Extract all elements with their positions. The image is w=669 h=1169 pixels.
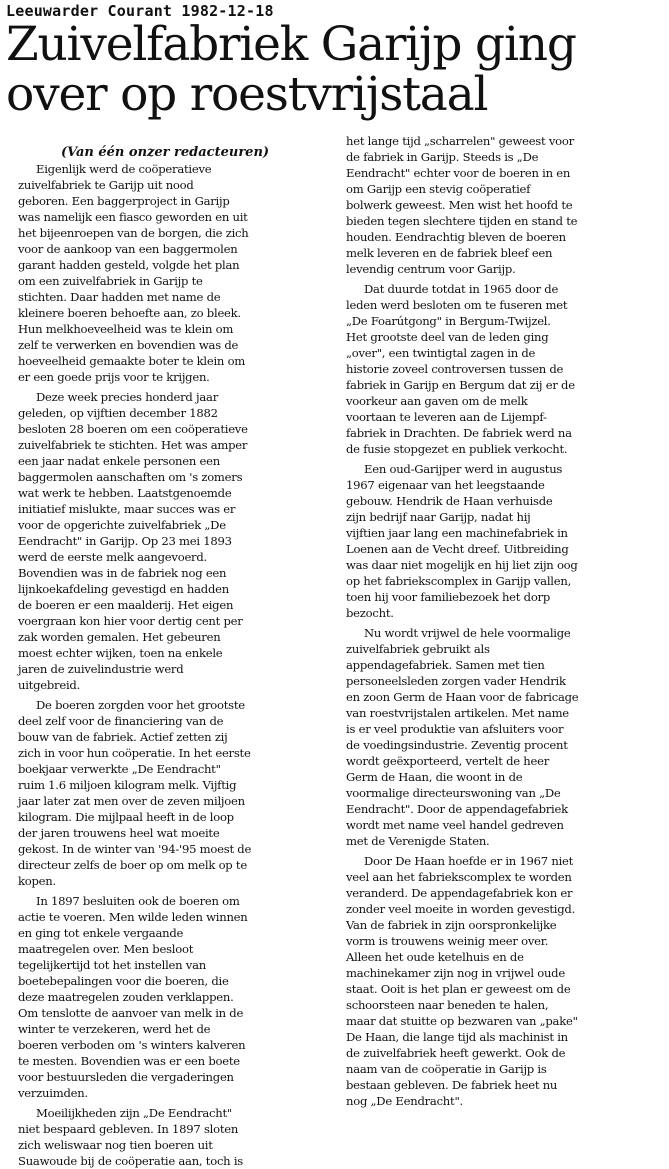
text-line: „over", een twintigtal zagen in de	[346, 346, 536, 360]
text-line: bolwerk geweest. Men wist het hoofd te	[346, 198, 573, 212]
text-line: zak worden gemalen. Het gebeuren	[18, 630, 221, 644]
text-line: Deze week precies honderd jaar	[36, 390, 218, 404]
text-line: besloten 28 boeren om een coöperatieve	[18, 422, 248, 436]
paragraph	[18, 389, 338, 693]
text-line: Bovendien was in de fabriek nog een	[18, 566, 227, 580]
text-line: kleinere boeren behoefte aan, zo bleek.	[18, 306, 241, 320]
text-line: jaar later zat men over de zeven miljoen	[18, 794, 245, 808]
text-line: ruim 1.6 miljoen kilogram melk. Vijftig	[18, 778, 237, 792]
text-line: zich weliswaar nog tien boeren uit	[18, 1138, 213, 1152]
text-line: een jaar nadat enkele personen een	[18, 454, 220, 468]
text-line: veel aan het fabriekscomplex te worden	[346, 870, 572, 884]
right-column	[346, 133, 664, 1109]
text-line: veranderd. De appendagefabriek kon er	[346, 886, 573, 900]
text-line: zuivelfabriek te stichten. Het was amper	[18, 438, 248, 452]
text-line: staat. Ooit is het plan er geweest om de	[346, 982, 571, 996]
text-line: Loenen aan de Vecht dreef. Uitbreiding	[346, 542, 569, 556]
text-line: winter te verzekeren, werd het de	[18, 1022, 211, 1036]
text-line: Eendracht". Door de appendagefabriek	[346, 802, 568, 816]
text-line: er een goede prijs voor te krijgen.	[18, 370, 210, 384]
text-line: moest echter wijken, toen na enkele	[18, 646, 223, 660]
text-line: fabriek in Drachten. De fabriek werd na	[346, 426, 572, 440]
text-line: bieden tegen slechtere tijden en stand te	[346, 214, 578, 228]
text-line: jaren de zuivelindustrie werd	[18, 662, 184, 676]
text-line: toen hij voor familiebezoek het dorp	[346, 590, 551, 604]
paragraph	[346, 133, 664, 277]
text-line: hoeveelheid gemaakte boter te klein om	[18, 354, 246, 368]
text-line: het lange tijd „scharrelen" geweest voor	[346, 134, 574, 148]
text-line: gekost. In de winter van '94-'95 moest de	[18, 842, 252, 856]
text-line: wordt met name veel handel gedreven	[346, 818, 564, 832]
text-line: boeren verboden om 's winters kalveren	[18, 1038, 246, 1052]
text-line: baggermolen aanschaften om 's zomers	[18, 470, 243, 484]
text-line: zuivelfabriek gebruikt als	[346, 642, 490, 656]
text-line: met de Verenigde Staten.	[346, 834, 490, 848]
text-line: voor de opgerichte zuivelfabriek „De	[18, 518, 226, 532]
text-line: schoorsteen naar beneden te halen,	[346, 998, 549, 1012]
text-line: actie te voeren. Men wilde leden winnen	[18, 910, 248, 924]
text-line: melk leveren en de fabriek bleef een	[346, 246, 553, 260]
text-line: deze maatregelen zouden verklappen.	[18, 990, 234, 1004]
text-line: voor bestuursleden die vergaderingen	[18, 1070, 234, 1084]
text-line: bouw van de fabriek. Actief zetten zij	[18, 730, 228, 744]
text-line: zonder veel moeite in worden gevestigd.	[346, 902, 576, 916]
text-line: niet bespaard gebleven. In 1897 sloten	[18, 1122, 239, 1136]
text-line: fabriek in Garijp en Bergum dat zij er de	[346, 378, 575, 392]
headline-line: Zuivelfabriek Garijp ging	[6, 17, 576, 72]
text-line: voormalige directeurswoning van „De	[346, 786, 561, 800]
text-line: Eendracht" echter voor de boeren in en	[346, 166, 571, 180]
text-line: om een zuivelfabriek in Garijp te	[18, 274, 203, 288]
text-line: stichten. Daar hadden met name de	[18, 290, 221, 304]
text-line: werd de eerste melk aangevoerd.	[18, 550, 207, 564]
text-line: Van de fabriek in zijn oorspronkelijke	[346, 918, 557, 932]
text-line: boekjaar verwerkte „De Eendracht"	[18, 762, 221, 776]
text-line: Nu wordt vrijwel de hele voormalige	[364, 626, 571, 640]
text-line: was namelijk een fiasco geworden en uit	[18, 210, 248, 224]
headline	[6, 17, 666, 122]
text-line: het bijeenroepen van de borgen, die zich	[18, 226, 249, 240]
text-line: personeelsleden zorgen vader Hendrik	[346, 674, 566, 688]
text-line: levendig centrum voor Garijp.	[346, 262, 516, 276]
text-line: leden werd besloten om te fuseren met	[346, 298, 568, 312]
text-line: Germ de Haan, die woont in de	[346, 770, 523, 784]
text-line: der jaren trouwens heel wat moeite	[18, 826, 220, 840]
text-line: boetebepalingen voor die boeren, die	[18, 974, 229, 988]
text-line: verzuimden.	[18, 1086, 88, 1100]
text-line: Moeilijkheden zijn „De Eendracht"	[36, 1106, 232, 1120]
paragraph	[346, 461, 664, 621]
text-line: Een oud-Garijper werd in augustus	[364, 462, 563, 476]
text-line: geboren. Een baggerproject in Garijp	[18, 194, 230, 208]
text-line: De boeren zorgden voor het grootste	[36, 698, 245, 712]
text-line: voortaan te leveren aan de Lijempf-	[346, 410, 547, 424]
byline: (Van één onzer redacteuren)	[60, 145, 270, 160]
text-line: initiatief mislukte, maar succes was er	[18, 502, 236, 516]
text-line: garant hadden gesteld, volgde het plan	[18, 258, 240, 272]
paragraph	[18, 697, 338, 889]
text-line: geleden, op vijftien december 1882	[18, 406, 218, 420]
text-line: en ging tot enkele vergaande	[18, 926, 184, 940]
paragraph	[18, 1105, 338, 1169]
left-column	[18, 161, 338, 1169]
text-line: kopen.	[18, 874, 56, 888]
text-line: vijftien jaar lang een machinefabriek in	[346, 526, 568, 540]
text-line: historie zoveel controversen tussen de	[346, 362, 564, 376]
text-line: 1967 eigenaar van het leegstaande	[346, 478, 545, 492]
text-line: In 1897 besluiten ook de boeren om	[36, 894, 240, 908]
text-line: Eendracht" in Garijp. Op 23 mei 1893	[18, 534, 232, 548]
text-line: gebouw. Hendrik de Haan verhuisde	[346, 494, 553, 508]
text-line: wordt geëxporteerd, vertelt de heer	[346, 754, 550, 768]
text-line: bezocht.	[346, 606, 394, 620]
text-line: deel zelf voor de financiering van de	[18, 714, 224, 728]
text-line: te mesten. Bovendien was er een boete	[18, 1054, 240, 1068]
text-line: en zoon Germ de Haan voor de fabricage	[346, 690, 579, 704]
text-line: wat werk te hebben. Laatstgenoemde	[18, 486, 232, 500]
text-line: lijnkoekafdeling gevestigd en hadden	[18, 582, 229, 596]
text-line: bestaan gebleven. De fabriek heet nu	[346, 1078, 558, 1092]
paragraph	[346, 625, 664, 849]
paragraph	[346, 853, 664, 1109]
text-line: om Garijp een stevig coöperatief	[346, 182, 531, 196]
text-line: Eigenlijk werd de coöperatieve	[36, 162, 212, 176]
text-line: kilogram. Die mijlpaal heeft in de loop	[18, 810, 234, 824]
text-line: voor de aankoop van een baggermolen	[18, 242, 238, 256]
text-line: maar dat stuitte op bezwaren van „pake"	[346, 1014, 578, 1028]
paragraph	[18, 893, 338, 1101]
text-line: zelf te verwerken en bovendien was de	[18, 338, 239, 352]
text-line: Hun melkhoeveelheid was te klein om	[18, 322, 234, 336]
text-line: is er veel produktie van afsluiters voor	[346, 722, 564, 736]
text-line: op het fabriekscomplex in Garijp vallen,	[346, 574, 572, 588]
text-line: de voedingsindustrie. Zeventig procent	[346, 738, 568, 752]
text-line: appendagefabriek. Samen met tien	[346, 658, 545, 672]
text-line: maatregelen over. Men besloot	[18, 942, 194, 956]
text-line: Alleen het oude ketelhuis en de	[346, 950, 524, 964]
text-line: „De Foarútgong" in Bergum-Twijzel.	[346, 314, 551, 328]
text-line: Om tenslotte de aanvoer van melk in de	[18, 1006, 244, 1020]
source-label: Leeuwarder Courant 1982-12-18	[6, 2, 274, 20]
text-line: zuivelfabriek te Garijp uit nood	[18, 178, 194, 192]
text-line: Door De Haan hoefde er in 1967 niet	[364, 854, 574, 868]
text-line: directeur zelfs de boer op om melk op te	[18, 858, 247, 872]
text-line: de fusie stopgezet en publiek verkocht.	[346, 442, 568, 456]
text-line: houden. Eendrachtig bleven de boeren	[346, 230, 566, 244]
text-line: uitgebreid.	[18, 678, 81, 692]
text-line: voorkeur aan gaven om de melk	[346, 394, 528, 408]
text-line: voergraan kon hier voor dertig cent per	[18, 614, 243, 628]
paragraph	[346, 281, 664, 457]
text-line: van roestvrijstalen artikelen. Met name	[346, 706, 569, 720]
text-line: de boeren er een maalderij. Het eigen	[18, 598, 234, 612]
text-line: zijn bedrijf naar Garijp, nadat hij	[346, 510, 531, 524]
text-line: de zuivelfabriek heeft gewerkt. Ook de	[346, 1046, 566, 1060]
paragraph	[18, 161, 338, 385]
text-line: tegelijkertijd tot het instellen van	[18, 958, 206, 972]
text-line: machinekamer zijn nog in vrijwel oude	[346, 966, 565, 980]
text-line: Het grootste deel van de leden ging	[346, 330, 549, 344]
text-line: Dat duurde totdat in 1965 door de	[364, 282, 559, 296]
text-line: Suawoude bij de coöperatie aan, toch is	[18, 1154, 243, 1168]
headline-line: over op roestvrijstaal	[6, 67, 488, 122]
text-line: nog „De Eendracht".	[346, 1094, 463, 1108]
text-line: naam van de coöperatie in Garijp is	[346, 1062, 547, 1076]
text-line: was daar niet mogelijk en hij liet zijn oog	[346, 558, 578, 572]
text-line: de fabriek in Garijp. Steeds is „De	[346, 150, 539, 164]
text-line: vorm is trouwens weinig meer over.	[346, 934, 549, 948]
text-line: De Haan, die lange tijd als machinist in	[346, 1030, 568, 1044]
text-line: zich in voor hun coöperatie. In het eerste	[18, 746, 251, 760]
